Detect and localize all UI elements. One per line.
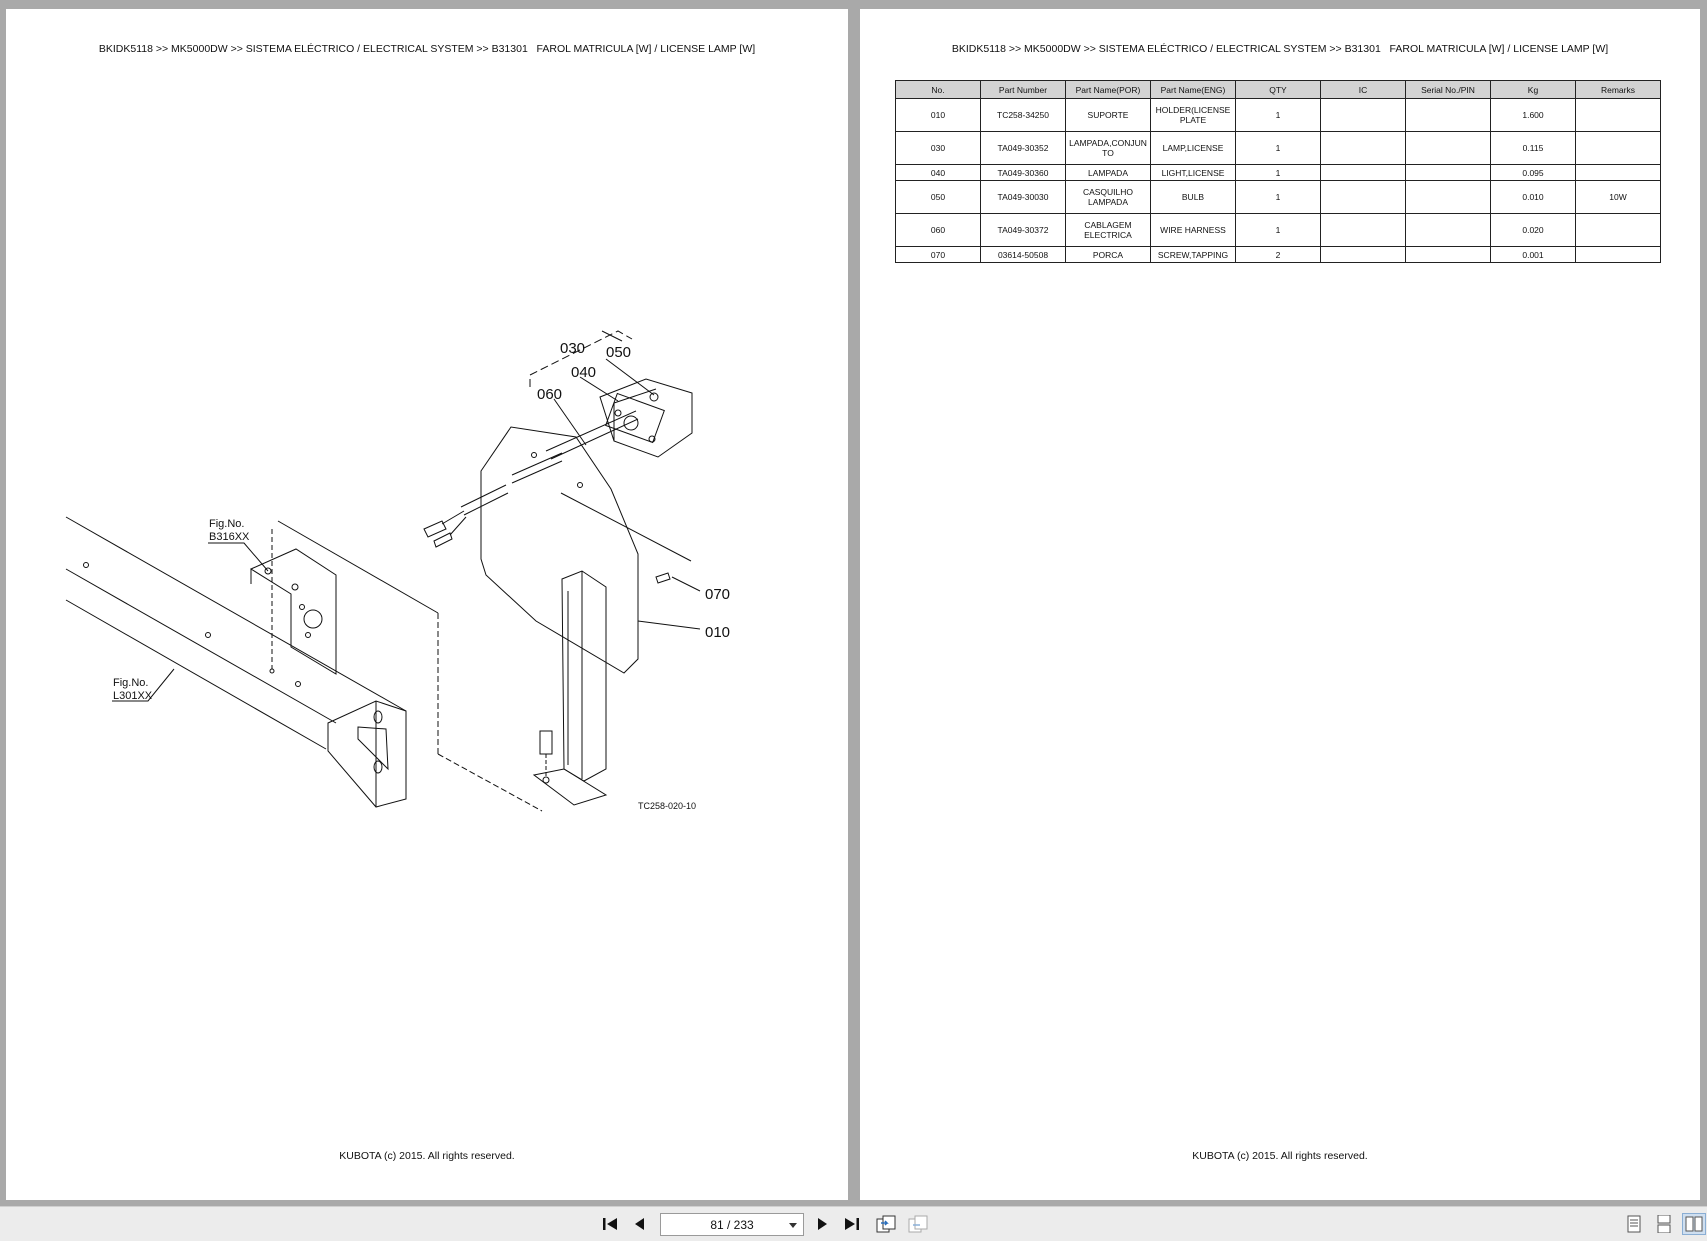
cell-ic [1321, 132, 1406, 165]
callout-070: 070 [705, 586, 731, 603]
cell-name-eng: WIRE HARNESS [1151, 214, 1236, 247]
cell-part-number: TC258-34250 [981, 99, 1066, 132]
cell-name-por: CASQUILHO LAMPADA [1066, 181, 1151, 214]
cell-no: 010 [896, 99, 981, 132]
breadcrumb: BKIDK5118 >> MK5000DW >> SISTEMA ELÉCTRICO / ELECTRICAL SYSTEM >> B31301 FAROL MATRICULA [W] / LICENSE LAMP [W] [951, 43, 1609, 55]
cell-no: 040 [896, 165, 981, 181]
cell-name-por: LAMPADA,CONJUNTO [1066, 132, 1151, 165]
parts-table [895, 80, 1661, 263]
table-row [896, 181, 1661, 214]
breadcrumb: BKIDK5118 >> MK5000DW >> SISTEMA ELÉCTRICO / ELECTRICAL SYSTEM >> B31301 FAROL MATRICULA [W] / LICENSE LAMP [W] [98, 43, 756, 55]
cell-qty: 1 [1236, 181, 1321, 214]
cell-remarks [1576, 214, 1661, 247]
continuous-icon [1656, 1215, 1672, 1233]
fig-ref-b316-code: B316XX [209, 531, 250, 543]
cell-kg: 0.115 [1491, 132, 1576, 165]
cell-name-por: PORCA [1066, 247, 1151, 263]
cell-part-number: 03614-50508 [981, 247, 1066, 263]
rotate-button[interactable] [874, 1213, 898, 1235]
cell-part-number: TA049-30372 [981, 214, 1066, 247]
single-page-icon [1626, 1215, 1642, 1233]
cell-part-number: TA049-30030 [981, 181, 1066, 214]
bracket-b316 [251, 529, 336, 674]
first-page-icon [601, 1215, 619, 1233]
last-page-icon [843, 1215, 861, 1233]
callout-050: 050 [606, 344, 632, 361]
table-row [896, 132, 1661, 165]
table-row [896, 214, 1661, 247]
col-header-no: No. [896, 81, 981, 99]
col-header-name-por: Part Name(POR) [1066, 81, 1151, 99]
cell-name-eng: LAMP,LICENSE [1151, 132, 1236, 165]
col-header-name-eng: Part Name(ENG) [1151, 81, 1236, 99]
cell-serial [1406, 181, 1491, 214]
cell-qty: 1 [1236, 214, 1321, 247]
last-page-button[interactable] [840, 1213, 864, 1235]
cell-qty: 1 [1236, 165, 1321, 181]
cell-ic [1321, 214, 1406, 247]
footer: KUBOTA (c) 2015. All rights reserved. [1192, 1150, 1368, 1162]
table-header-row [896, 81, 1661, 99]
first-page-button[interactable] [598, 1213, 622, 1235]
next-page-icon [813, 1215, 831, 1233]
cell-serial [1406, 247, 1491, 263]
cell-name-por: CABLAGEM ELECTRICA [1066, 214, 1151, 247]
cell-name-eng: HOLDER(LICENSE PLATE [1151, 99, 1236, 132]
cell-no: 070 [896, 247, 981, 263]
cell-no: 060 [896, 214, 981, 247]
cell-remarks [1576, 99, 1661, 132]
rotate-icon [875, 1214, 897, 1234]
cell-kg: 0.010 [1491, 181, 1576, 214]
cell-serial [1406, 132, 1491, 165]
callout-040: 040 [571, 364, 597, 381]
cell-name-eng: SCREW,TAPPING [1151, 247, 1236, 263]
cell-qty: 1 [1236, 99, 1321, 132]
cell-no: 030 [896, 132, 981, 165]
cell-ic [1321, 99, 1406, 132]
table-row [896, 247, 1661, 263]
cell-kg: 0.020 [1491, 214, 1576, 247]
cell-part-number: TA049-30360 [981, 165, 1066, 181]
figure-code: TC258-020-10 [638, 801, 697, 811]
cell-serial [1406, 214, 1491, 247]
two-page-icon [1685, 1215, 1703, 1233]
cell-remarks [1576, 247, 1661, 263]
footer: KUBOTA (c) 2015. All rights reserved. [339, 1150, 515, 1162]
frame-beam [66, 517, 438, 807]
cell-kg: 0.095 [1491, 165, 1576, 181]
page-indicator: 81 / 233 [710, 1217, 754, 1232]
prev-page-icon [631, 1215, 649, 1233]
col-header-qty: QTY [1236, 81, 1321, 99]
prev-page-button[interactable] [628, 1213, 652, 1235]
left-page [6, 9, 848, 1200]
cell-name-eng: LIGHT,LICENSE [1151, 165, 1236, 181]
cell-serial [1406, 99, 1491, 132]
extract-button[interactable] [906, 1213, 930, 1235]
screw-070 [656, 573, 700, 591]
cell-name-eng: BULB [1151, 181, 1236, 214]
cell-no: 050 [896, 181, 981, 214]
extract-icon [907, 1214, 929, 1234]
fig-ref-b316-label: Fig.No. [209, 518, 245, 530]
single-page-view-button[interactable] [1622, 1213, 1646, 1235]
cell-remarks: 10W [1576, 181, 1661, 214]
cell-ic [1321, 247, 1406, 263]
table-row [896, 99, 1661, 132]
right-page [860, 9, 1700, 1200]
cell-part-number: TA049-30352 [981, 132, 1066, 165]
cell-kg: 0.001 [1491, 247, 1576, 263]
cell-ic [1321, 165, 1406, 181]
continuous-view-button[interactable] [1652, 1213, 1676, 1235]
two-page-view-button[interactable] [1682, 1213, 1706, 1235]
cell-remarks [1576, 165, 1661, 181]
col-header-kg: Kg [1491, 81, 1576, 99]
next-page-button[interactable] [810, 1213, 834, 1235]
chevron-down-icon[interactable] [789, 1223, 797, 1228]
wire-harness-060 [424, 411, 638, 547]
cell-qty: 2 [1236, 247, 1321, 263]
cell-kg: 1.600 [1491, 99, 1576, 132]
page-number-input[interactable] [660, 1213, 804, 1236]
fig-ref-l301-label: Fig.No. [113, 677, 149, 689]
col-header-part-number: Part Number [981, 81, 1066, 99]
cell-ic [1321, 181, 1406, 214]
col-header-serial: Serial No./PIN [1406, 81, 1491, 99]
exploded-diagram [6, 9, 848, 1109]
callout-030: 030 [560, 340, 586, 357]
callout-060: 060 [537, 386, 563, 403]
cell-serial [1406, 165, 1491, 181]
viewer-toolbar [0, 1206, 1707, 1241]
cell-name-por: LAMPADA [1066, 165, 1151, 181]
cell-remarks [1576, 132, 1661, 165]
col-header-ic: IC [1321, 81, 1406, 99]
cell-qty: 1 [1236, 132, 1321, 165]
fig-ref-l301-code: L301XX [113, 690, 153, 702]
holder-plate-010 [438, 427, 691, 811]
callout-010: 010 [705, 624, 731, 641]
table-row [896, 165, 1661, 181]
cell-name-por: SUPORTE [1066, 99, 1151, 132]
col-header-remarks: Remarks [1576, 81, 1661, 99]
